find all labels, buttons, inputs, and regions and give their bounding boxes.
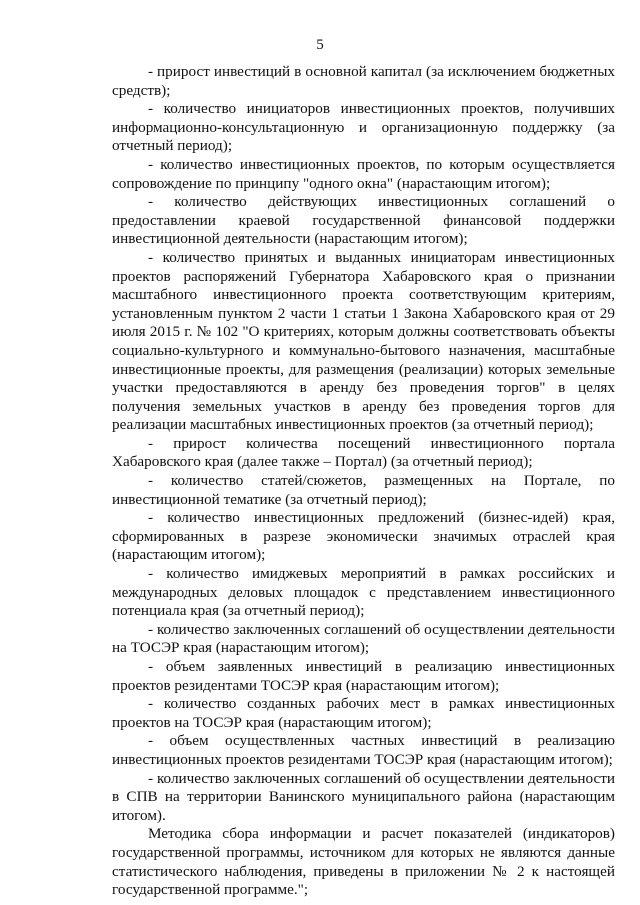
list-item: - объем осуществленных частных инвестиций в реализацию инвестиционных проектов резидентами ТОСЭР края (нарастающим итогом); — [112, 732, 615, 768]
methodology-paragraph: Методика сбора информации и расчет показателей (индикаторов) государственной программы, источником для которых не являются данные статистического наблюдения, приведены в приложении № 2 к настоящей государственной программе."; — [112, 825, 615, 899]
list-item: - количество созданных рабочих мест в рамках инвестиционных проектов на ТОСЭР края (нарастающим итогом); — [112, 695, 615, 731]
list-item: - количество статей/сюжетов, размещенных на Портале, по инвестиционной тематике (за отчетный период); — [112, 472, 615, 508]
list-item: - количество инициаторов инвестиционных проектов, получивших информационно-консультационную и организационную поддержку (за отчетный период); — [112, 100, 615, 155]
document-body — [112, 63, 615, 900]
list-item: - объем заявленных инвестиций в реализацию инвестиционных проектов резидентами ТОСЭР края (нарастающим итогом); — [112, 658, 615, 694]
list-item: - количество инвестиционных проектов, по которым осуществляется сопровождение по принципу "одного окна" (нарастающим итогом); — [112, 155, 615, 192]
list-item: - количество заключенных соглашений об осуществлении деятельности на ТОСЭР края (нарастающим итогом); — [112, 620, 615, 657]
list-item: - прирост инвестиций в основной капитал (за исключением бюджетных средств); — [112, 63, 615, 99]
list-item: - количество принятых и выданных инициаторам инвестиционных проектов распоряжений Губернатора Хабаровского края о признании масштабного инвестиционного проекта соответствующим критериям, установленным пунктом 2 части 1 статьи 1 Закона Хабаровского края от 29 июля 2015 г. № 102 "О критериях, которым должны соответствовать объекты социально-культурного и коммунально-бытового назначения, масштабные инвестиционные проекты, для размещения (реализации) которых земельные участки предоставляются в аренду без проведения торгов" в целях получения земельных участков в аренду без проведения торгов для реализации масштабных инвестиционных проектов (за отчетный период); — [112, 248, 615, 434]
list-item: - количество имиджевых мероприятий в рамках российских и международных деловых площадок с представлением инвестиционного потенциала края (за отчетный период); — [112, 565, 615, 620]
page-number: 5 — [316, 37, 324, 53]
list-item: - прирост количества посещений инвестиционного портала Хабаровского края (далее также – Портал) (за отчетный период); — [112, 434, 615, 471]
list-item: - количество действующих инвестиционных соглашений о предоставлении краевой государственной финансовой поддержки инвестиционной деятельности (нарастающим итогом); — [112, 193, 615, 248]
list-item: - количество инвестиционных предложений (бизнес-идей) края, сформированных в разрезе экономически значимых отраслей края (нарастающим итогом); — [112, 509, 615, 564]
list-item: - количество заключенных соглашений об осуществлении деятельности в СПВ на территории Ванинского муниципального района (нарастающим итогом). — [112, 769, 615, 824]
